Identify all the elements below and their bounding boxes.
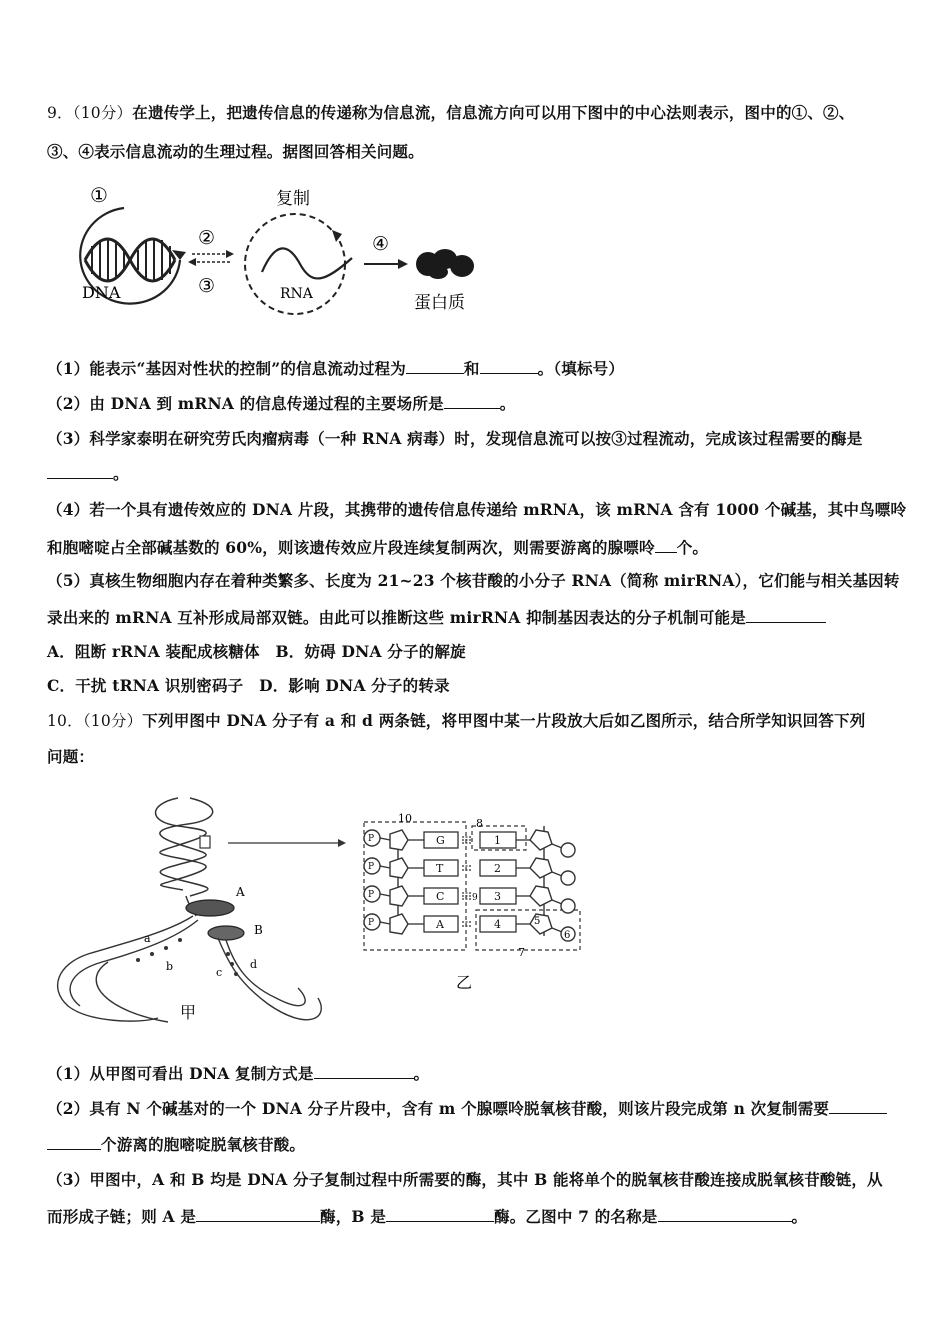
label-A: A: [236, 885, 245, 899]
yi-label: 乙: [456, 973, 473, 992]
rna-strand-icon: [262, 248, 352, 278]
answer-blank[interactable]: [47, 1135, 101, 1150]
q9-sub4-line1: （4）若一个具有遗传效应的 DNA 片段，其携带的遗传信息传递给 mRNA，该 mRNA 含有 1000 个碱基，其中鸟嘌呤: [47, 500, 907, 519]
q9-sub1: （1）能表示“基因对性状的控制”的信息流动过程为 和 。（填标号）: [47, 359, 625, 378]
answer-blank[interactable]: [444, 394, 500, 409]
q9-sub3-line2: 。: [47, 462, 129, 484]
phosphate-label: P: [368, 890, 375, 900]
label-7: 7: [518, 946, 525, 959]
q9-options-ab: A．阻断 rRNA 装配成核糖体 B．妨碍 DNA 分子的解旋: [47, 642, 466, 661]
q10-stem-line2: 问题：: [47, 747, 95, 766]
base-c: C: [436, 890, 445, 903]
answer-blank[interactable]: [480, 359, 538, 374]
base-2: 2: [494, 862, 501, 875]
label-b: b: [166, 960, 174, 973]
label-3: ③: [198, 275, 216, 297]
q10-sub3-line2: 而形成子链；则 A 是 酶，B 是 酶。乙图中 7 的名称是 。: [47, 1207, 808, 1226]
answer-blank[interactable]: [47, 464, 113, 479]
base-g: G: [436, 834, 445, 847]
q9-sub4-line2: 和胞嘧啶占全部碱基数的 60%，则该遗传效应片段连续复制两次，则需要游离的腺嘌呤 个。: [47, 538, 709, 557]
label-2: ②: [198, 227, 216, 249]
arrow-2-head: [226, 250, 234, 258]
q9-options-cd: C．干扰 tRNA 识别密码子 D．影响 DNA 分子的转录: [47, 676, 450, 695]
copy-label: 复制: [276, 189, 310, 209]
enzyme-b: [208, 926, 244, 940]
q10-figure-yi: [358, 812, 588, 1002]
label-d: d: [250, 958, 258, 971]
arrow-3-head: [188, 258, 196, 266]
label-c: c: [216, 966, 223, 979]
answer-blank[interactable]: [406, 359, 464, 374]
answer-blank[interactable]: [386, 1207, 494, 1222]
phosphate-label: P: [368, 918, 375, 928]
label-4: ④: [372, 233, 390, 255]
q10-number: 10．（10分）: [47, 712, 143, 730]
q10-stem-line1: 10．（10分）下列甲图中 DNA 分子有 a 和 d 两条链，将甲图中某一片段放大后如乙图所示，结合所学知识回答下列: [47, 711, 866, 730]
q10-sub3-line1: （3）甲图中，A 和 B 均是 DNA 分子复制过程中所需要的酶，其中 B 能将单个的脱氧核苷酸连接成脱氧核苷酸链，从: [47, 1170, 883, 1189]
base-1: 1: [494, 834, 501, 847]
base-a: A: [436, 918, 444, 931]
q10-sub2-line1: （2）具有 N 个碱基对的一个 DNA 分子片段中，含有 m 个腺嘌呤脱氧核苷酸，则该片段完成第 n 次复制需要: [47, 1097, 887, 1119]
q9-stem-line2: ③、④表示信息流动的生理过程。据图回答相关问题。: [47, 142, 424, 161]
answer-blank[interactable]: [658, 1207, 792, 1222]
base-3: 3: [494, 890, 501, 903]
answer-blank[interactable]: [314, 1064, 414, 1079]
q10-sub1: （1）从甲图可看出 DNA 复制方式是 。: [47, 1064, 430, 1083]
base-4: 4: [494, 918, 501, 931]
q9-stem-line1: 9．（10分）在遗传学上，把遗传信息的传递称为信息流，信息流方向可以用下图中的中心法则表示，图中的①、②、: [47, 103, 855, 122]
answer-blank[interactable]: [746, 608, 826, 623]
phosphate-label: P: [368, 834, 375, 844]
q9-sub5-line1: （5）真核生物细胞内存在着种类繁多、长度为 21~23 个核苷酸的小分子 RNA（简称 mirRNA），它们能与相关基因转: [47, 571, 900, 590]
q9-central-dogma-figure: [40, 172, 500, 332]
answer-blank[interactable]: [829, 1099, 887, 1114]
base-t: T: [436, 862, 444, 875]
label-a: a: [144, 932, 151, 945]
answer-blank[interactable]: [196, 1207, 320, 1222]
protein-label: 蛋白质: [414, 293, 465, 313]
label-10: 10: [398, 812, 412, 825]
q10-figure-jia: [48, 792, 348, 1042]
dna-label: DNA: [82, 283, 121, 302]
rna-label: RNA: [280, 286, 313, 302]
protein-icon: [416, 249, 474, 279]
label-8: 8: [476, 817, 483, 830]
jia-label: 甲: [180, 1003, 197, 1022]
label-5: 5: [534, 916, 541, 927]
label-6: 6: [564, 930, 571, 941]
phosphate-label: P: [368, 862, 375, 872]
q9-sub3-line1: （3）科学家泰明在研究劳氏肉瘤病毒（一种 RNA 病毒）时，发现信息流可以按③过程流动，完成该过程需要的酶是: [47, 429, 863, 448]
label-9: 9: [472, 893, 478, 903]
q10-sub2-line2: 个游离的胞嘧啶脱氧核苷酸。: [47, 1133, 305, 1155]
label-1: ①: [90, 183, 108, 207]
q9-number: 9．（10分）: [47, 104, 133, 122]
answer-blank[interactable]: [655, 538, 677, 553]
q9-sub5-line2: 录出来的 mRNA 互补形成局部双链。由此可以推断这些 mirRNA 抑制基因表达的分子机制可能是: [47, 606, 826, 628]
q9-sub2: （2）由 DNA 到 mRNA 的信息传递过程的主要场所是 。: [47, 394, 516, 413]
enzyme-a: [186, 900, 234, 916]
label-B: B: [254, 923, 263, 937]
